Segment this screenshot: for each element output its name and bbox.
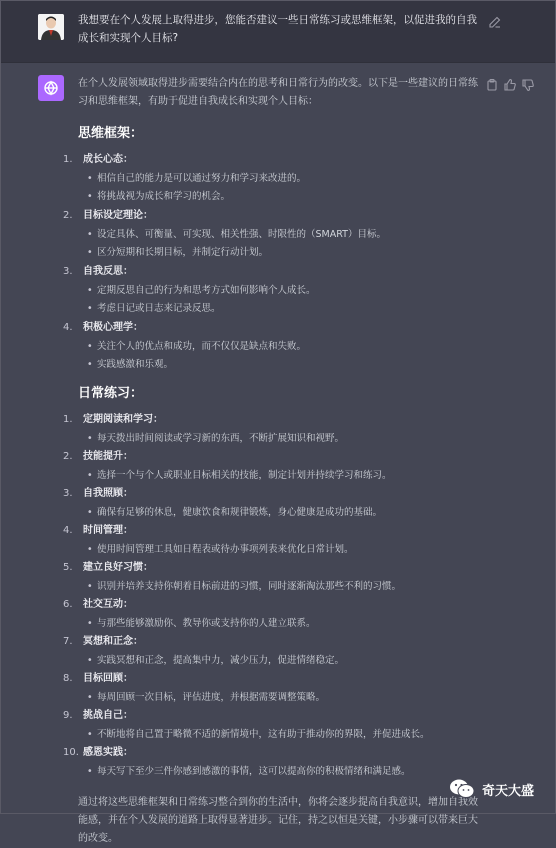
message-actions (485, 77, 535, 91)
list-item-title: 自我照顾： (83, 488, 133, 499)
clipboard-icon[interactable] (485, 77, 499, 91)
list-item (63, 633, 480, 669)
bullet-item: • 每周回顾一次目标，评估进度，并根据需要调整策略。 (83, 690, 480, 706)
list-item-title: 成长心态： (83, 154, 133, 165)
bullet-list (83, 431, 480, 447)
list-item-number: 4. (63, 525, 73, 536)
watermark-text: 奇天大盛 (482, 783, 535, 799)
bullet-list (83, 690, 480, 706)
list-item (63, 596, 480, 632)
thumbs-down-icon[interactable] (521, 77, 535, 91)
list-item (63, 559, 480, 595)
framework-section (63, 125, 480, 373)
list-item-title: 冥想和正念： (83, 636, 143, 647)
list-item (63, 263, 480, 317)
list-item-number: 6. (63, 599, 73, 610)
list-item-title: 自我反思： (83, 266, 133, 277)
list-item-number: 3. (63, 266, 73, 277)
list-item (63, 319, 480, 373)
list-item (63, 151, 480, 205)
bullet-list (83, 616, 480, 632)
watermark (448, 778, 534, 800)
framework-heading: 思维框架： (78, 126, 144, 141)
bullet-item: • 区分短期和长期目标，并制定行动计划。 (83, 245, 480, 261)
bullet-list (83, 171, 480, 205)
list-item-number: 7. (63, 636, 73, 647)
list-item (63, 707, 480, 743)
list-item-title: 定期阅读和学习： (83, 414, 163, 425)
bullet-item: • 设定具体、可衡量、可实现、相关性强、时限性的（SMART）目标。 (83, 227, 480, 243)
bullet-list (83, 505, 480, 521)
bullet-item: • 关注个人的优点和成功，而不仅仅是缺点和失败。 (83, 339, 480, 355)
list-item-title: 社交互动： (83, 599, 133, 610)
bullet-item: • 将挑战视为成长和学习的机会。 (83, 189, 480, 205)
bullet-list (83, 468, 480, 484)
bullet-item: • 不断地将自己置于略微不适的新情境中，这有助于推动你的界限，并促进成长。 (83, 727, 480, 743)
bullet-list (83, 283, 480, 317)
user-avatar (38, 14, 64, 40)
bullet-list (83, 764, 480, 780)
list-item-number: 1. (63, 414, 73, 425)
bullet-item: • 相信自己的能力是可以通过努力和学习来改进的。 (83, 171, 480, 187)
bullet-item: • 选择一个与个人或职业目标相关的技能，制定计划并持续学习和练习。 (83, 468, 480, 484)
list-item-title: 时间管理： (83, 525, 133, 536)
intro-paragraph: 在个人发展领域取得进步需要结合内在的思考和日常行为的改变。以下是一些建议的日常练习和思维框架，有助于促进自我成长和实现个人目标： (78, 78, 478, 107)
wechat-icon (448, 778, 476, 800)
bullet-item: • 确保有足够的休息，健康饮食和规律锻炼，身心健康是成功的基础。 (83, 505, 480, 521)
bullet-item: • 识别并培养支持你朝着目标前进的习惯，同时逐渐淘汰那些不利的习惯。 (83, 579, 480, 595)
list-item (63, 411, 480, 447)
daily-heading: 日常练习： (78, 386, 144, 401)
bullet-list (83, 727, 480, 743)
openai-logo-icon (38, 75, 64, 101)
bullet-list (83, 227, 480, 261)
bullet-list (83, 339, 480, 373)
list-item-title: 积极心理学： (83, 322, 143, 333)
user-message-row (0, 0, 556, 63)
list-item (63, 485, 480, 521)
list-item-number: 8. (63, 673, 73, 684)
list-item-number: 2. (63, 210, 73, 221)
list-item-title: 目标回顾： (83, 673, 133, 684)
bullet-item: • 与那些能够激励你、教导你或支持你的人建立联系。 (83, 616, 480, 632)
bullet-item: • 使用时间管理工具如日程表或待办事项列表来优化日常计划。 (83, 542, 480, 558)
list-item-number: 4. (63, 322, 73, 333)
thumbs-up-icon[interactable] (503, 77, 517, 91)
daily-section (63, 385, 480, 780)
bullet-list (83, 542, 480, 558)
user-message-text: 我想要在个人发展上取得进步，您能否建议一些日常练习或思维框架，以促进我的自我成长和实现个人目标? (78, 14, 477, 44)
bullet-item: • 每天拨出时间阅读或学习新的东西，不断扩展知识和视野。 (83, 431, 480, 447)
list-item (63, 522, 480, 558)
assistant-message-row (0, 62, 556, 844)
list-item (63, 448, 480, 484)
list-item-title: 挑战自己： (83, 710, 133, 721)
list-item-number: 1. (63, 154, 73, 165)
list-item-number: 10. (63, 747, 79, 758)
list-item-title: 目标设定理论： (83, 210, 153, 221)
daily-list (63, 411, 480, 780)
bullet-item: • 实践感激和乐观。 (83, 357, 480, 373)
outro-paragraph: 通过将这些思维框架和日常练习整合到你的生活中，你将会逐步提高自我意识，增加自我效能感，并在个人发展的道路上取得显著进步。记住，持之以恒是关键，小步骤可以带来巨大的改变。 (78, 797, 478, 844)
list-item-number: 2. (63, 451, 73, 462)
bullet-item: • 考虑日记或日志来记录反思。 (83, 301, 480, 317)
bullet-list (83, 653, 480, 669)
list-item (63, 207, 480, 261)
list-item-title: 技能提升： (83, 451, 133, 462)
list-item (63, 670, 480, 706)
list-item-number: 9. (63, 710, 73, 721)
bullet-item: • 定期反思自己的行为和思考方式如何影响个人成长。 (83, 283, 480, 299)
list-item-number: 3. (63, 488, 73, 499)
assistant-message-content (63, 75, 480, 848)
framework-list (63, 151, 480, 373)
bullet-item: • 实践冥想和正念，提高集中力，减少压力，促进情绪稳定。 (83, 653, 480, 669)
list-item (63, 744, 480, 780)
list-item-title: 建立良好习惯： (83, 562, 153, 573)
list-item-number: 5. (63, 562, 73, 573)
bullet-item: • 每天写下至少三件你感到感激的事情，这可以提高你的积极情绪和满足感。 (83, 764, 480, 780)
bullet-list (83, 579, 480, 595)
edit-icon[interactable] (488, 14, 502, 28)
list-item-title: 感恩实践： (83, 747, 133, 758)
